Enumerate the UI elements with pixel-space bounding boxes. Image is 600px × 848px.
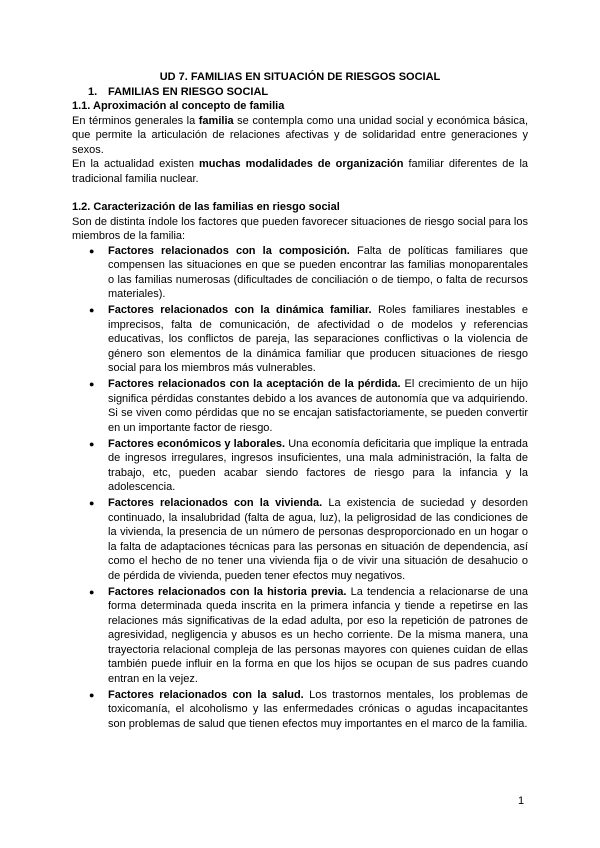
bullet-icon: ●	[89, 245, 95, 256]
bullet-icon: ●	[89, 498, 95, 508]
list-item-dinamica	[89, 303, 528, 376]
list-item-heading: Factores relacionados con la composición.	[108, 244, 350, 257]
list-item-perdida	[89, 377, 528, 435]
paragraph-text: En términos generales la	[72, 114, 199, 127]
document-title: UD 7. FAMILIAS EN SITUACIÓN DE RIESGOS SOCIAL	[159, 71, 441, 83]
bullet-icon: ●	[89, 379, 95, 389]
list-item-text: Una economía deficitaria que implique la entrada de ingresos irregulares, ingresos insuficientes, una mala administración, la falta de trabajo, etc, pueden acabar siendo factores de riesgo para la infancia y la adolescencia.	[108, 437, 528, 493]
risk-factor-list	[72, 244, 528, 732]
keyword-familia: familia	[198, 114, 234, 127]
list-item-heading: Factores relacionados con la vivienda.	[108, 497, 323, 509]
list-item-text: Falta de políticas familiares que compensen las situaciones en que se pueden encontrar las familias monoparentales o las familias numerosas (dificultades de conciliación o de tiempo, o falta de recursos materiales).	[108, 244, 528, 300]
section-1-heading	[88, 85, 528, 100]
list-item-composicion	[89, 244, 528, 302]
list-item-heading: Factores económicos y laborales.	[108, 437, 286, 450]
list-item-text: El crecimiento de un hijo significa pérdidas constantes debido a los avances de autonomía que va adquiriendo. Si se viven como pérdidas que no se encajan satisfactoriamente, se pueden convertir en un importante factor de riesgo.	[108, 378, 528, 434]
bullet-icon: ●	[89, 438, 95, 449]
list-item-heading: Factores relacionados con la aceptación de la pérdida.	[108, 378, 401, 390]
paragraph-modalidades	[72, 157, 528, 186]
list-item-text: Roles familiares inestables e imprecisos, falta de comunicación, de afectividad o de modelos y referencias educativas, los conflictos de pareja, las separaciones conflictivas o la violencia de género son elementos de la dinámica familiar que producen situaciones de riesgo social para los miembros más vulnerables.	[108, 304, 528, 374]
section-1-number: 1.	[88, 85, 98, 98]
subsection-1-2-title: 1.2. Caracterización de las familias en riesgo social	[72, 201, 340, 213]
paragraph-familia	[72, 114, 528, 158]
list-item-heading: Factores relacionados con la dinámica familiar.	[108, 304, 372, 316]
list-item-text: La tendencia a relacionarse de una forma determinada queda inscrita en la primera infancia y tiende a repetirse en las relaciones más significativas de la edad adulta, por eso la repetición de patrones de agresividad, negligencia y abusos es un hecho corriente. De la misma manera, una trayectoria relacional compleja de las personas mayores con quienes cuidan de ellas también puede influir en la forma en que los hijos se ocupan de sus padres cuando entran en la vejez.	[108, 585, 528, 685]
list-item-salud	[89, 688, 529, 732]
list-item-text: Los trastornos mentales, los problemas de toxicomanía, el alcoholismo y las enfermedades crónicas o agudas incapacitantes son problemas de salud que tienen efectos muy importantes en el marco de la familia.	[108, 688, 529, 730]
paragraph-text: se contempla como una unidad social y económica básica, que permite la articulación de relaciones afectivas y de solidaridad entre generaciones y sexos.	[72, 114, 528, 156]
subsection-1-2-intro: Son de distinta índole los factores que pueden favorecer situaciones de riesgo social para los miembros de la familia:	[72, 215, 528, 242]
list-item-economicos	[89, 437, 528, 495]
bullet-icon: ●	[89, 586, 95, 597]
bullet-icon: ●	[89, 305, 95, 315]
document-page	[72, 70, 528, 733]
paragraph-text: En la actualidad existen	[72, 158, 199, 170]
list-item-vivienda	[89, 496, 529, 583]
list-item-historia	[89, 585, 528, 687]
list-item-text: La existencia de suciedad y desorden continuado, la insalubridad (falta de agua, luz), la peligrosidad de las condiciones de la vivienda, la presencia de un número de personas desproporcionado en un hogar o la falta de adaptaciones técnicas para las personas en situación de dependencia, así como el hecho de no tener una vivienda fija o de vivir una situación de desahucio o de pérdida de vivienda, pueden tener efectos muy negativos.	[108, 497, 529, 582]
keyword-modalidades: muchas modalidades de organización	[199, 158, 404, 170]
section-1-title: FAMILIAS EN RIESGO SOCIAL	[108, 85, 269, 98]
subsection-1-1-title: 1.1. Aproximación al concepto de familia	[72, 100, 285, 112]
list-item-heading: Factores relacionados con la salud.	[108, 688, 304, 701]
page-number: 1	[518, 795, 525, 807]
spacer	[72, 186, 528, 200]
bullet-icon: ●	[89, 689, 95, 700]
list-item-heading: Factores relacionados con la historia previa.	[108, 585, 347, 598]
paragraph-text: familiar diferentes de la tradicional familia nuclear.	[72, 158, 529, 185]
